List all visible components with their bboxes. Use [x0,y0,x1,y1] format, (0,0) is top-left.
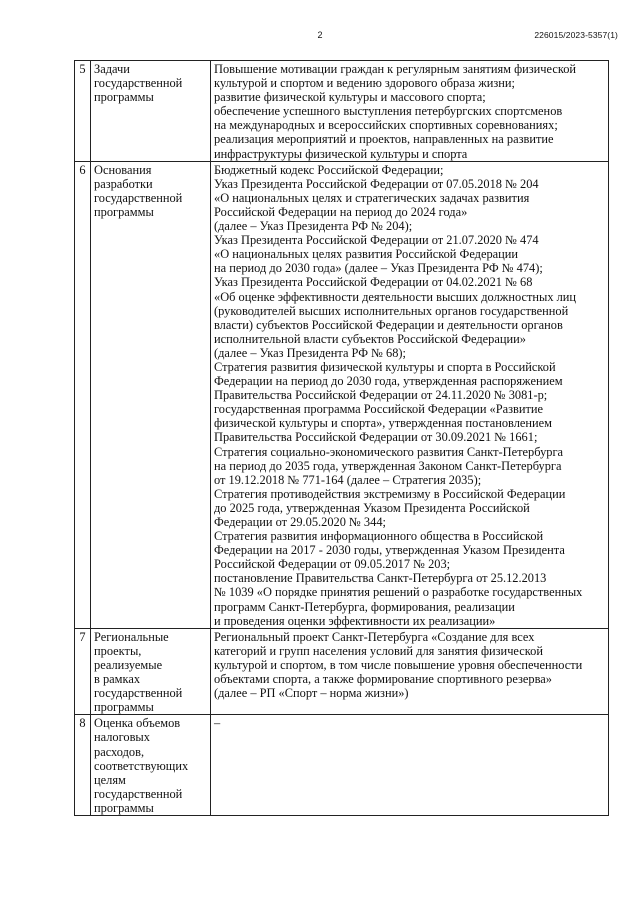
row-number: 5 [75,61,91,162]
row-value-line: и проведения оценки эффективности их реализации» [214,613,496,628]
row-value-line: (далее – РП «Спорт – норма жизни») [214,686,409,701]
row-value-line: постановление Правительства Санкт-Петербурга от 25.12.2013 [214,571,547,586]
row-value-line: Указ Президента Российской Федерации от 04.02.2021 № 68 [214,275,533,290]
row-value-line: Федерации от 29.05.2020 № 344; [214,515,386,529]
row-name-line: государственной [94,190,183,205]
row-name-line: расходов, [94,744,145,759]
table-row [75,61,609,162]
row-value-line: на международных и всероссийских спортивных соревнованиях; [214,118,558,133]
row-value-line: реализация мероприятий и проектов, направленных на развитие [214,132,554,147]
row-value-line: исполнительной власти субъектов Российской Федерации» [214,331,526,346]
row-value-line: культурой и спортом и ведению здорового образа жизни; [214,76,515,91]
row-value-line: Региональный проект Санкт-Петербурга «Создание для всех [214,629,535,644]
row-value-line: Стратегия развития информационного общества в Российской [214,529,544,544]
row-value-line: № 1039 «О порядке принятия решений о разработке государственных [214,585,583,600]
row-name-line: реализуемые [94,657,163,672]
row-value-line: культурой и спортом, в том числе повышение уровня обеспеченности [214,657,583,672]
row-value-line: физической культуры и спорта», утвержденная постановлением [214,416,553,431]
row-value-line: (далее – Указ Президента РФ № 204); [214,219,413,234]
row-name [91,161,211,628]
row-value-line: от 19.12.2018 № 771-164 (далее – Стратегия 2035); [214,472,482,487]
row-value-line: Указ Президента Российской Федерации от 21.07.2020 № 474 [214,233,539,248]
row-name-line: программы [94,700,154,715]
row-value-line: Правительства Российской Федерации от 24.11.2020 № 3081-р; [214,388,548,403]
row-value-line: Правительства Российской Федерации от 30.09.2021 № 1661; [214,430,538,445]
row-name-line: Региональные [94,629,169,644]
row-value-line: «О национальных целях развития Российской Федерации [214,247,519,262]
row-value [211,715,609,816]
row-value-line: категорий и групп населения условий для занятия физической [214,643,543,658]
row-name [91,61,211,162]
row-value-line: Бюджетный кодекс Российской Федерации; [214,162,444,177]
row-name [91,715,211,816]
row-name-line: разработки [94,176,153,191]
row-value-line: – [214,716,221,731]
row-value-line: Федерации на 2017 - 2030 годы, утвержденная Указом Президента [214,543,565,558]
row-value-line: Указ Президента Российской Федерации от 07.05.2018 № 204 [214,176,539,191]
row-value-line: «О национальных целях и стратегических задачах развития [214,190,530,205]
row-value-line: «Об оценке эффективности деятельности высших должностных лиц [214,289,577,304]
row-value-line: (далее – Указ Президента РФ № 68); [214,345,406,360]
row-value-line: (руководителей высших исполнительных органов государственной [214,303,569,318]
passport-table [74,60,609,816]
row-value-line: обеспечение успешного выступления петербургских спортсменов [214,104,563,119]
row-value-line: программ Санкт-Петербурга, формирования, реализации [214,599,515,614]
row-name-line: государственной [94,686,183,701]
row-number: 7 [75,628,91,715]
row-number: 6 [75,161,91,628]
row-name-line: Задачи [94,62,130,76]
row-name-line: Основания [94,162,152,177]
row-name-line: программы [94,204,154,219]
row-value-line: Стратегия противодействия экстремизму в Российской Федерации [214,486,566,501]
row-name-line: проекты, [94,643,142,658]
row-value-line: Стратегия социально-экономического развития Санкт-Петербурга [214,444,564,459]
row-name [91,628,211,715]
table-row [75,715,609,816]
row-name-line: программы [94,800,154,815]
row-value-line: Российской Федерации на период до 2024 года» [214,204,468,219]
row-value-line: Стратегия развития физической культуры и спорта в Российской [214,359,556,374]
row-name-line: программы [94,90,154,105]
row-name-line: целям [94,772,126,787]
row-value-line: инфраструктуры физической культуры и спорта [214,146,468,161]
row-value-line: на период до 2035 года, утвержденная Законом Санкт-Петербурга [214,458,562,473]
row-value-line: объектами спорта, а также формирование спортивного резерва» [214,672,552,687]
row-value [211,161,609,628]
page-number: 2 [317,30,323,40]
row-value [211,61,609,162]
row-value-line: власти) субъектов Российской Федерации и деятельности органов [214,317,563,332]
row-value-line: развитие физической культуры и массового спорта; [214,90,486,105]
row-value-line: на период до 2030 года» (далее – Указ Президента РФ № 474); [214,261,543,276]
row-name-line: налоговых [94,730,150,745]
table-row [75,628,609,715]
row-name-line: соответствующих [94,758,189,773]
row-name-line: Оценка объемов [94,716,181,731]
table-row [75,161,609,628]
row-value-line: до 2025 года, утвержденная Указом Президента Российской [214,500,530,515]
row-name-line: государственной [94,786,183,801]
row-name-line: государственной [94,76,183,91]
row-number: 8 [75,715,91,816]
row-value-line: Российской Федерации от 09.05.2017 № 203; [214,557,451,572]
row-value-line: Федерации на период до 2030 года, утвержденная распоряжением [214,374,563,389]
row-value [211,628,609,715]
row-name-line: в рамках [94,672,141,687]
document-number: 226015/2023-5357(1) [534,30,618,40]
row-value-line: Повышение мотивации граждан к регулярным занятиям физической [214,62,577,76]
passport-table-body [75,61,609,816]
row-value-line: государственная программа Российской Федерации «Развитие [214,402,544,417]
